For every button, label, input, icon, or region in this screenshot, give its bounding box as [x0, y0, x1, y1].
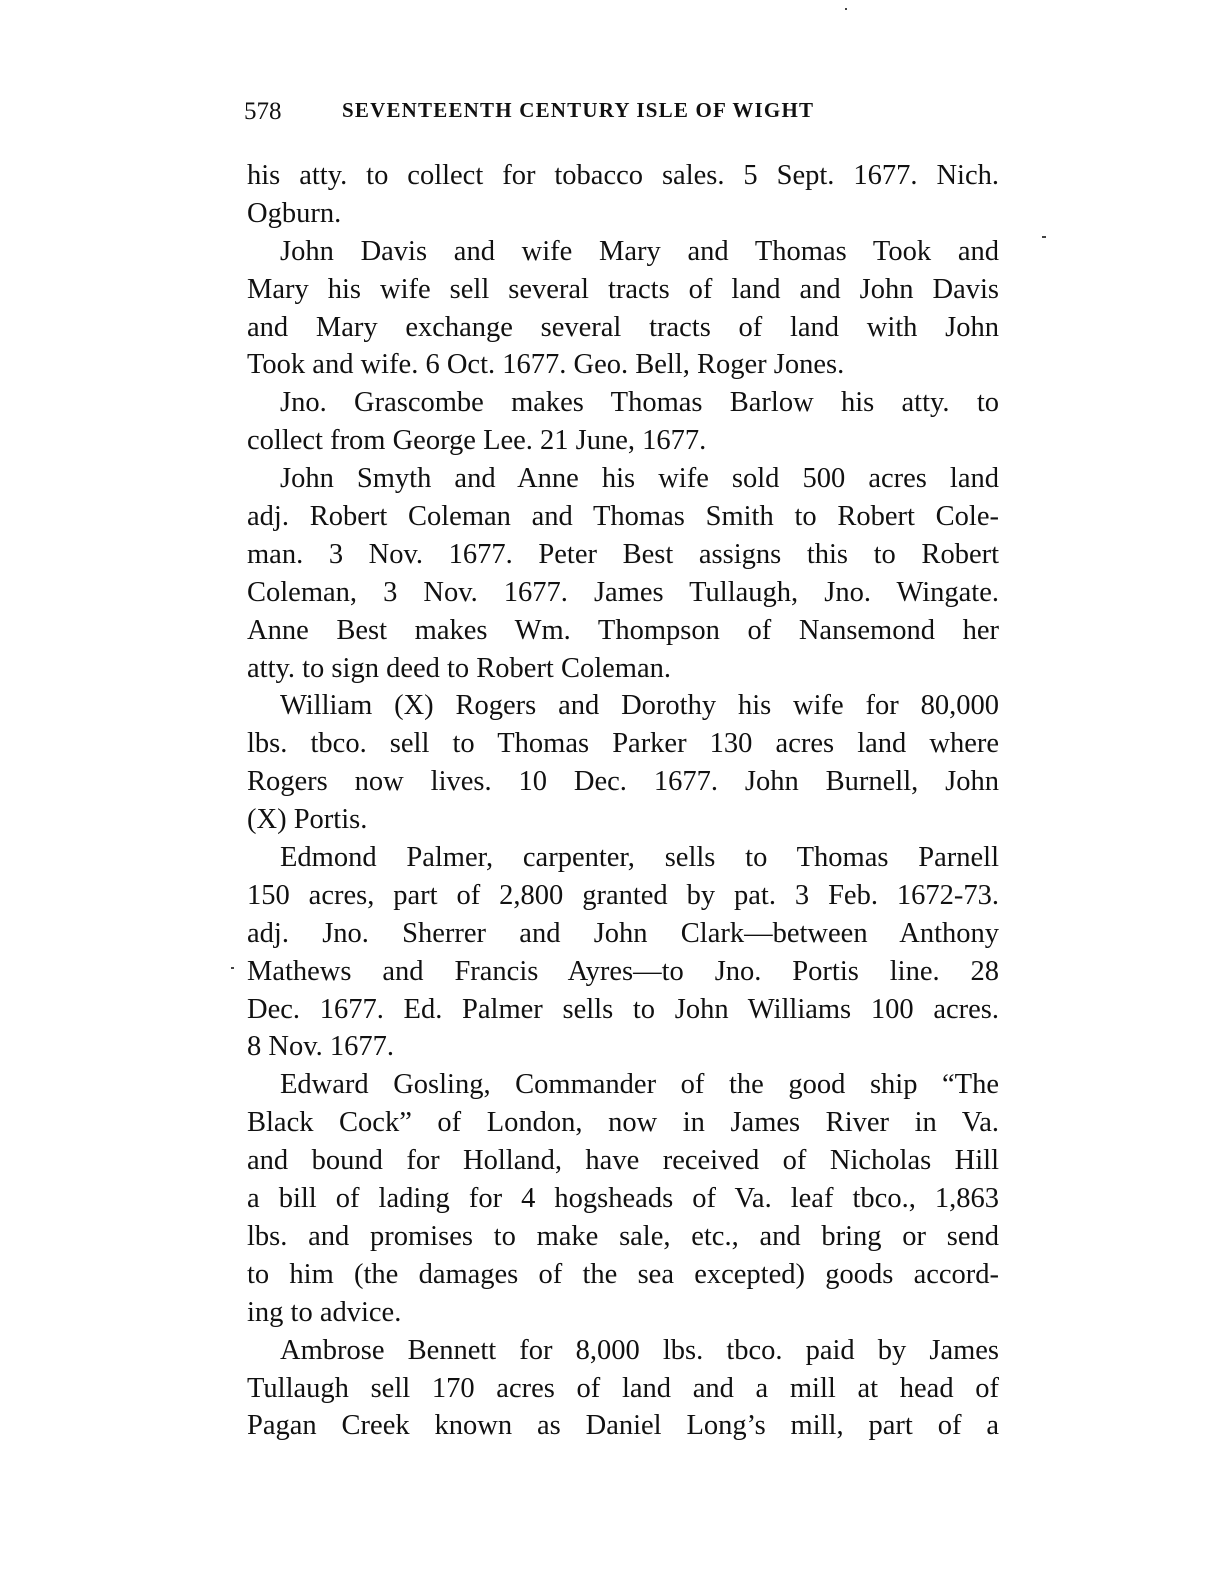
text-line: John Davis and wife Mary and Thomas Took and — [280, 235, 999, 267]
paragraph — [247, 1066, 999, 1331]
text-line: Edmond Palmer, carpenter, sells to Thomas Parnell — [280, 842, 999, 874]
text-line: atty. to sign deed to Robert Coleman. — [247, 652, 671, 684]
text-line: and Mary exchange several tracts of land with John — [247, 311, 999, 343]
text-line: lbs. and promises to make sale, etc., and bring or send — [247, 1220, 999, 1252]
paragraph — [247, 460, 999, 687]
paragraph — [247, 233, 999, 385]
text-line: adj. Jno. Sherrer and John Clark—between Anthony — [247, 917, 999, 949]
text-line: Pagan Creek known as Daniel Long’s mill, part of a — [247, 1410, 999, 1442]
paragraph — [247, 157, 999, 233]
text-line: Coleman, 3 Nov. 1677. James Tullaugh, Jno. Wingate. — [247, 576, 999, 608]
text-line: William (X) Rogers and Dorothy his wife for 80,000 — [280, 690, 999, 722]
text-line: Rogers now lives. 10 Dec. 1677. John Burnell, John — [247, 766, 999, 798]
running-head — [244, 96, 1004, 128]
text-line: Dec. 1677. Ed. Palmer sells to John Williams 100 acres. — [247, 993, 999, 1025]
paragraph — [247, 384, 999, 460]
text-line: man. 3 Nov. 1677. Peter Best assigns this to Robert — [247, 538, 999, 570]
text-line: a bill of lading for 4 hogsheads of Va. leaf tbco., 1,863 — [247, 1183, 999, 1215]
text-line: (X) Portis. — [247, 804, 368, 836]
text-line: his atty. to collect for tobacco sales. 5 Sept. 1677. Nich. — [247, 160, 999, 191]
body-text — [247, 157, 999, 1445]
text-line: Edward Gosling, Commander of the good ship “The — [280, 1069, 999, 1101]
text-line: Ogburn. — [247, 197, 342, 229]
text-line: Black Cock” of London, now in James River in Va. — [247, 1107, 999, 1139]
text-line: and bound for Holland, have received of Nicholas Hill — [247, 1145, 999, 1177]
text-line: Took and wife. 6 Oct. 1677. Geo. Bell, Roger Jones. — [247, 349, 845, 381]
text-line: Anne Best makes Wm. Thompson of Nansemond her — [247, 614, 999, 646]
scan-speck — [231, 967, 234, 969]
running-title: SEVENTEENTH CENTURY ISLE OF WIGHT — [342, 98, 815, 122]
text-line: Mathews and Francis Ayres—to Jno. Portis line. 28 — [247, 955, 999, 987]
text-line: collect from George Lee. 21 June, 1677. — [247, 425, 707, 457]
text-line: 8 Nov. 1677. — [247, 1031, 394, 1063]
text-line: to him (the damages of the sea excepted) goods accord- — [247, 1258, 999, 1290]
paragraph — [247, 839, 999, 1066]
text-line: lbs. tbco. sell to Thomas Parker 130 acres land where — [247, 728, 999, 760]
paragraph — [247, 687, 999, 839]
text-line: 150 acres, part of 2,800 granted by pat. 3 Feb. 1672-73. — [247, 879, 999, 911]
scan-speck — [845, 8, 847, 10]
text-line: Mary his wife sell several tracts of land and John Davis — [247, 273, 999, 305]
text-line: Jno. Grascombe makes Thomas Barlow his atty. to — [280, 387, 999, 419]
paragraph — [247, 1332, 999, 1446]
text-line: John Smyth and Anne his wife sold 500 acres land — [280, 463, 999, 495]
text-line: adj. Robert Coleman and Thomas Smith to Robert Cole- — [247, 501, 999, 533]
text-line: Ambrose Bennett for 8,000 lbs. tbco. paid by James — [280, 1334, 999, 1366]
text-line: Tullaugh sell 170 acres of land and a mill at head of — [247, 1372, 999, 1404]
scan-speck — [1042, 236, 1046, 238]
text-line: ing to advice. — [247, 1296, 402, 1328]
page-number: 578 — [244, 98, 282, 125]
